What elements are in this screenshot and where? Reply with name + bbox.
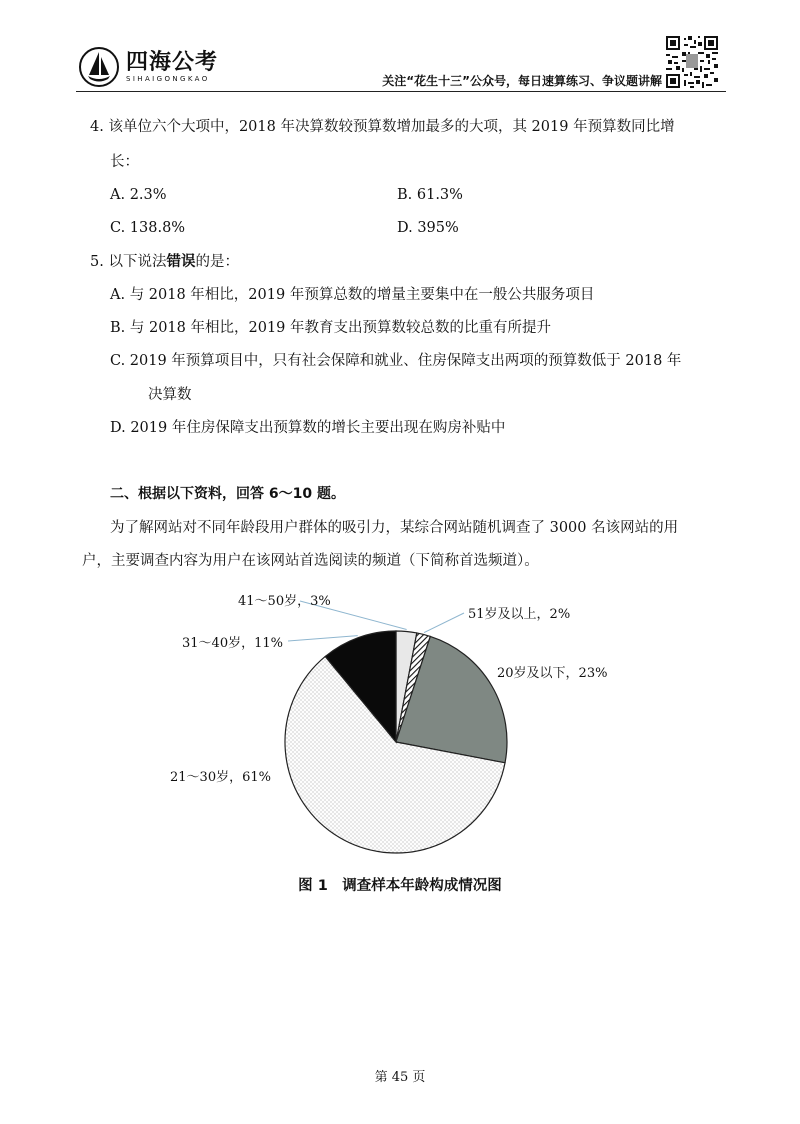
slice-label-2: 20岁及以下，23%: [497, 666, 608, 681]
section-paragraph-cont: 户，主要调查内容为用户在该网站首选阅读的频道（下简称首选频道）。: [82, 553, 539, 569]
slice-label-3: 21～30岁，61%: [170, 770, 271, 785]
q4-stem-cont: 长：: [110, 154, 139, 170]
header-divider: [76, 91, 726, 92]
sailboat-logo-icon: [78, 46, 120, 88]
q4-stem: 4. 该单位六个大项中，2018 年决算数较预算数增加最多的大项，其 2019 年预算数同比增: [90, 119, 675, 135]
q5-option-b: B. 与 2018 年相比，2019 年教育支出预算数较总数的比重有所提升: [110, 320, 552, 336]
age-pie-chart: [150, 585, 670, 870]
logo-title: 四海公考: [126, 49, 219, 75]
q5-stem-prefix: 5. 以下说法: [90, 254, 167, 270]
q5-option-c-cont: 决算数: [148, 387, 192, 403]
q5-stem-suffix: 的是：: [195, 254, 239, 270]
q5-option-d: D. 2019 年住房保障支出预算数的增长主要出现在购房补贴中: [110, 420, 506, 436]
header-slogan: 关注“花生十三”公众号，每日速算练习、争议题讲解: [382, 74, 662, 88]
q5-stem-emphasis: 错误: [166, 253, 196, 270]
section-title: 二、根据以下资料，回答 6～10 题。: [110, 486, 345, 502]
q4-option-d: D. 395%: [397, 220, 459, 236]
slice-label-0: 41～50岁，3%: [238, 594, 331, 609]
q4-option-c: C. 138.8%: [110, 220, 186, 236]
slice-label-1: 51岁及以上，2%: [468, 607, 571, 622]
section-paragraph: 为了解网站对不同年龄段用户群体的吸引力，某综合网站随机调查了 3000 名该网站的用: [110, 520, 679, 536]
q5-option-a: A. 与 2018 年相比，2019 年预算总数的增量主要集中在一般公共服务项目: [110, 287, 595, 303]
brand-logo: [78, 46, 218, 88]
leader-line-1: [424, 613, 464, 633]
q4-option-a: A. 2.3%: [110, 187, 167, 203]
qr-code-icon: [666, 36, 718, 88]
page-number: 第 45 页: [374, 1070, 426, 1085]
chart-caption: 图 1 调查样本年龄构成情况图: [298, 878, 502, 894]
q5-stem: [90, 252, 239, 272]
page-header: [0, 0, 800, 96]
slice-label-4: 31～40岁，11%: [182, 636, 283, 651]
q5-option-c: C. 2019 年预算项目中，只有社会保障和就业、住房保障支出两项的预算数低于 2018 年: [110, 353, 682, 369]
logo-subtitle: SIHAIGONGKAO: [126, 74, 210, 83]
q4-option-b: B. 61.3%: [397, 187, 463, 203]
leader-line-4: [288, 636, 358, 641]
